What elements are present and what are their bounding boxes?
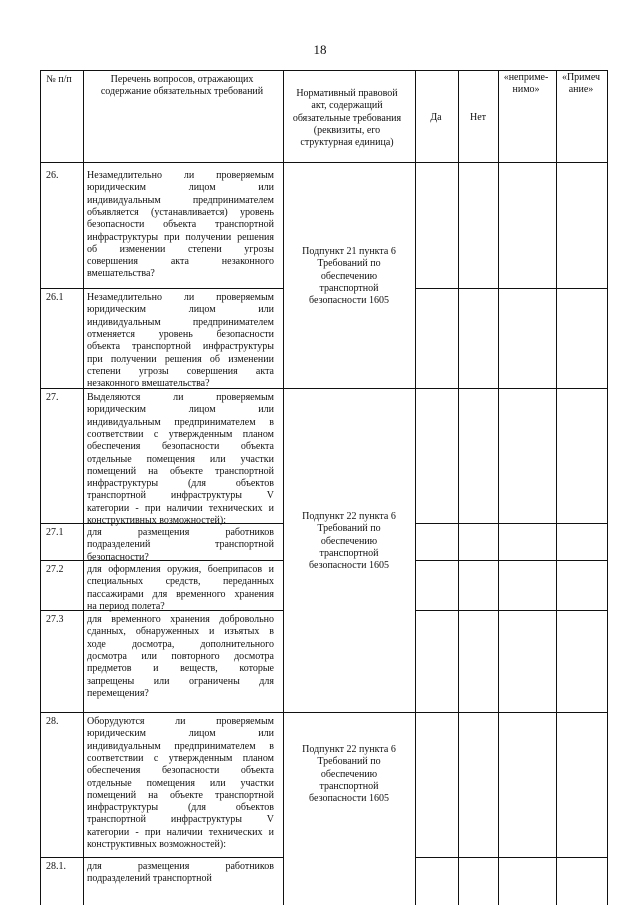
question-line: подразделений транспортной	[87, 539, 274, 551]
question-line: пассажирами для временного хранения	[87, 588, 274, 600]
question-line: транспортной инфраструктуры V	[87, 814, 274, 826]
legal-reference-line: транспортной	[319, 282, 379, 294]
row-border	[40, 857, 283, 858]
question-line: инфраструктуры (для объектов	[87, 478, 274, 490]
question-line: перемещения?	[87, 687, 149, 699]
legal-reference-line: Подпункт 22 пункта 6	[302, 744, 396, 755]
question-line: запрещены или ограничены для	[87, 675, 274, 687]
row-border	[415, 560, 607, 561]
question-line: об изменении степени угрозы	[87, 243, 274, 255]
question-line: для размещения работников	[87, 861, 274, 872]
row-number: 26.	[46, 170, 59, 181]
question-line: для временного хранения добровольно	[87, 614, 274, 625]
header-num: № п/п	[46, 74, 72, 85]
header-questions: Перечень вопросов, отражающих содержание обязательных требований	[100, 74, 264, 98]
question-line: юридическим лицом или	[87, 728, 274, 740]
column-border	[607, 70, 608, 905]
question-line: юридическим лицом или	[87, 182, 274, 194]
header-act: Нормативный правовой акт, содержащий обязательные требования (реквизиты, его структурная единица)	[292, 88, 402, 149]
legal-reference-line: обеспечению	[320, 270, 378, 282]
question-line: сданных, обнаруженных и изъятых в	[87, 626, 274, 638]
column-border	[283, 70, 284, 905]
table-top-border	[40, 70, 607, 71]
header-yes: Да	[430, 112, 442, 123]
question-line: подразделений транспортной	[87, 873, 212, 885]
row-border	[40, 712, 607, 713]
legal-reference-line: обеспечению	[320, 768, 378, 780]
row-border	[415, 610, 607, 611]
question-line: конструктивных возможностей):	[87, 839, 226, 850]
question-line: отдельные помещения или участки	[87, 777, 274, 789]
question-line: на период полета?	[87, 600, 165, 612]
row-number: 27.3	[46, 614, 64, 625]
row-number: 27.	[46, 392, 59, 403]
row-border	[415, 288, 607, 289]
header-not-applicable: «непримe-нимо»	[503, 72, 549, 96]
row-number: 28.	[46, 716, 59, 727]
question-line: индивидуальным предпринимателем в	[87, 740, 274, 752]
question-line: предметов и веществ, которые	[87, 663, 274, 675]
legal-reference-line: Подпункт 21 пункта 6	[302, 246, 396, 257]
question-line: соответствии с утвержденным планом	[87, 752, 274, 764]
legal-reference-line: обеспечению	[320, 535, 378, 547]
question-line: Оборудуются ли проверяемым	[87, 716, 274, 727]
row-border	[40, 288, 283, 289]
question-line: индивидуальным предпринимателем в	[87, 416, 274, 428]
question-line: незаконного вмешательства?	[87, 378, 210, 390]
row-number: 28.1.	[46, 861, 66, 872]
question-line: обеспечения безопасности объекта	[87, 441, 274, 453]
question-line: безопасности объекта транспортной	[87, 219, 274, 231]
question-line: объекта транспортной инфраструктуры	[87, 341, 274, 353]
question-line: индивидуальным предпринимателем	[87, 316, 274, 328]
question-line: при получении решения об изменении	[87, 353, 274, 365]
legal-reference-line: безопасности 1605	[309, 560, 389, 572]
question-line: обеспечения безопасности объекта	[87, 765, 274, 777]
row-number: 27.1	[46, 527, 64, 538]
question-line: Незамедлительно ли проверяемым	[87, 170, 274, 181]
legal-reference-line: транспортной	[319, 547, 379, 559]
column-border	[498, 70, 499, 905]
question-line: безопасности?	[87, 551, 149, 563]
question-line: транспортной инфраструктуры V	[87, 490, 274, 502]
question-line: для размещения работников	[87, 527, 274, 538]
question-line: степени угрозы совершения акта	[87, 365, 274, 377]
question-line: досмотра или повторного досмотра	[87, 650, 274, 662]
row-border	[415, 523, 607, 524]
legal-reference-line: безопасности 1605	[309, 295, 389, 307]
question-line: совершения акта незаконного	[87, 256, 274, 268]
header-bottom-border	[40, 162, 607, 163]
question-line: ходе досмотра, дополнительного	[87, 638, 274, 650]
column-border	[415, 70, 416, 905]
question-line: помещений на объекте транспортной	[87, 465, 274, 477]
question-line: помещений на объекте транспортной	[87, 789, 274, 801]
legal-reference-line: Требований по	[317, 523, 381, 535]
question-line: индивидуальным предпринимателем	[87, 194, 274, 206]
question-line: юридическим лицом или	[87, 304, 274, 316]
question-line: объявляется (устанавливается) уровень	[87, 206, 274, 218]
question-line: Выделяются ли проверяемым	[87, 392, 274, 403]
row-border	[415, 857, 607, 858]
legal-reference-line: Требований по	[317, 756, 381, 768]
legal-reference-line: Подпункт 22 пункта 6	[302, 511, 396, 522]
header-note: «Примеч ание»	[561, 72, 601, 96]
column-border	[40, 70, 41, 905]
question-line: категории - при наличии технических и	[87, 826, 274, 838]
requirements-table	[40, 70, 607, 905]
question-line: отдельные помещения или участки	[87, 453, 274, 465]
question-line: категории - при наличии технических и	[87, 502, 274, 514]
question-line: вмешательства?	[87, 268, 155, 280]
question-line: Незамедлительно ли проверяемым	[87, 292, 274, 303]
question-line: отменяется уровень безопасности	[87, 328, 274, 340]
column-border	[83, 70, 84, 905]
legal-reference-line: безопасности 1605	[309, 793, 389, 805]
question-line: инфраструктуры при получении решения	[87, 231, 274, 243]
question-line: соответствии с утвержденным планом	[87, 428, 274, 440]
question-line: для оформления оружия, боеприпасов и	[87, 564, 274, 575]
header-no: Нет	[469, 112, 487, 123]
question-line: конструктивных возможностей):	[87, 515, 226, 526]
legal-reference-line: транспортной	[319, 780, 379, 792]
question-line: юридическим лицом или	[87, 404, 274, 416]
question-line: инфраструктуры (для объектов	[87, 802, 274, 814]
page-number: 18	[313, 42, 327, 57]
question-line: специальных средств, переданных	[87, 576, 274, 588]
row-number: 27.2	[46, 564, 64, 575]
legal-reference-line: Требований по	[317, 258, 381, 270]
column-border	[556, 70, 557, 905]
column-border	[458, 70, 459, 905]
row-number: 26.1	[46, 292, 64, 303]
